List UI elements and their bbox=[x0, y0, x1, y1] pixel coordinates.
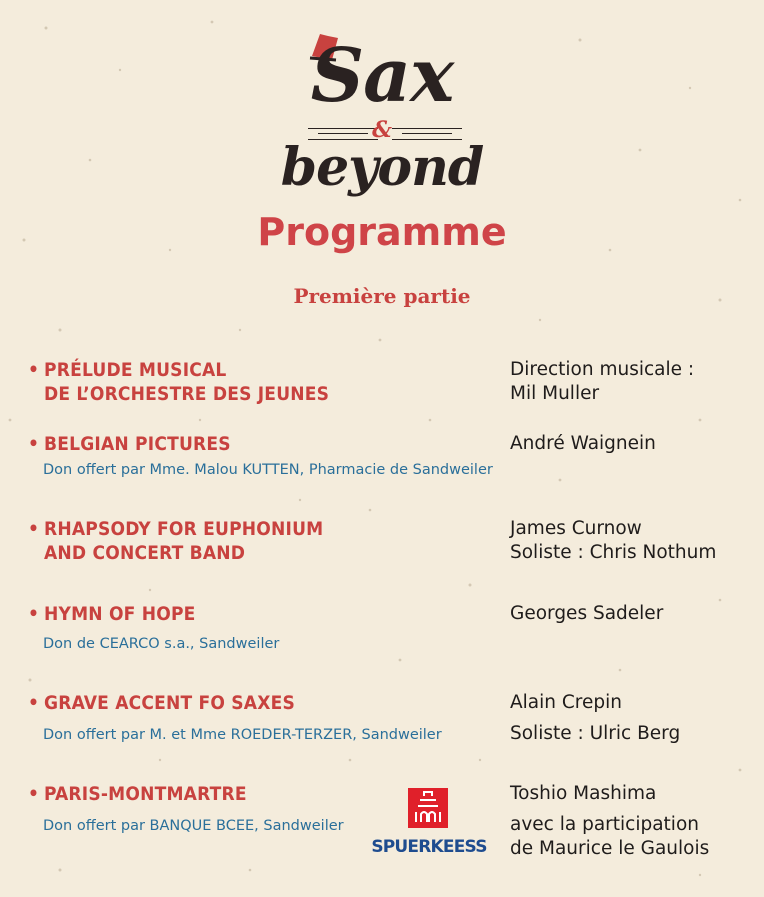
piece-title bbox=[28, 782, 247, 806]
credit-line: Mil Muller bbox=[510, 383, 600, 404]
piece-credits bbox=[510, 358, 694, 406]
page-title: Programme bbox=[257, 210, 507, 254]
piece-title bbox=[28, 691, 295, 715]
page-subtitle: Première partie bbox=[293, 284, 471, 308]
piece-credits bbox=[510, 782, 709, 861]
donor-line: Don de CEARCO s.a., Sandweiler bbox=[43, 636, 280, 652]
piece-title bbox=[28, 358, 329, 406]
donor-line: Don offert par BANQUE BCEE, Sandweiler bbox=[43, 818, 344, 834]
credit-line: James Curnow bbox=[510, 518, 642, 539]
credit-line: Direction musicale : bbox=[510, 359, 695, 380]
spuerkeess-logo-icon bbox=[408, 788, 448, 828]
logo-sax-text: Sax bbox=[310, 33, 454, 119]
piece-title-text: PRÉLUDE MUSICAL DE L’ORCHESTRE DES JEUNES bbox=[44, 359, 330, 405]
credit-line: Toshio Mashima bbox=[510, 783, 657, 804]
piece-credits bbox=[510, 691, 680, 746]
bullet: • bbox=[28, 603, 40, 625]
piece-title-text: PARIS-MONTMARTRE bbox=[44, 783, 247, 805]
bullet: • bbox=[28, 518, 40, 540]
piece-title-text: RHAPSODY FOR EUPHONIUM AND CONCERT BAND bbox=[44, 518, 324, 564]
logo-ampersand: & bbox=[372, 117, 392, 143]
piece-title-text: HYMN OF HOPE bbox=[44, 603, 196, 625]
sponsor-name: SPUERKEESS bbox=[371, 837, 487, 857]
sponsor-logo bbox=[368, 788, 490, 860]
logo-beyond-text: beyond bbox=[280, 137, 484, 198]
piece-title-text: BELGIAN PICTURES bbox=[44, 433, 231, 455]
bullet: • bbox=[28, 433, 40, 455]
piece-title bbox=[28, 432, 231, 456]
credit-line: André Waignein bbox=[510, 433, 656, 454]
piece-title-text: GRAVE ACCENT FO SAXES bbox=[44, 692, 295, 714]
bullet: • bbox=[28, 692, 40, 714]
piece-credits bbox=[510, 432, 656, 456]
credit-line: Soliste : Ulric Berg bbox=[510, 723, 681, 744]
credit-line: Georges Sadeler bbox=[510, 603, 664, 624]
donor-line: Don offert par Mme. Malou KUTTEN, Pharmacie de Sandweiler bbox=[43, 462, 493, 478]
piece-credits bbox=[510, 517, 716, 565]
credit-line: de Maurice le Gaulois bbox=[510, 838, 710, 859]
donor-line: Don offert par M. et Mme ROEDER-TERZER, Sandweiler bbox=[43, 727, 442, 743]
credit-line: Soliste : Chris Nothum bbox=[510, 542, 717, 563]
credit-line: avec la participation bbox=[510, 814, 699, 835]
bullet: • bbox=[28, 783, 40, 805]
piece-credits bbox=[510, 602, 663, 626]
bullet: • bbox=[28, 359, 40, 381]
piece-title bbox=[28, 517, 323, 565]
piece-title bbox=[28, 602, 196, 626]
credit-line: Alain Crepin bbox=[510, 692, 622, 713]
